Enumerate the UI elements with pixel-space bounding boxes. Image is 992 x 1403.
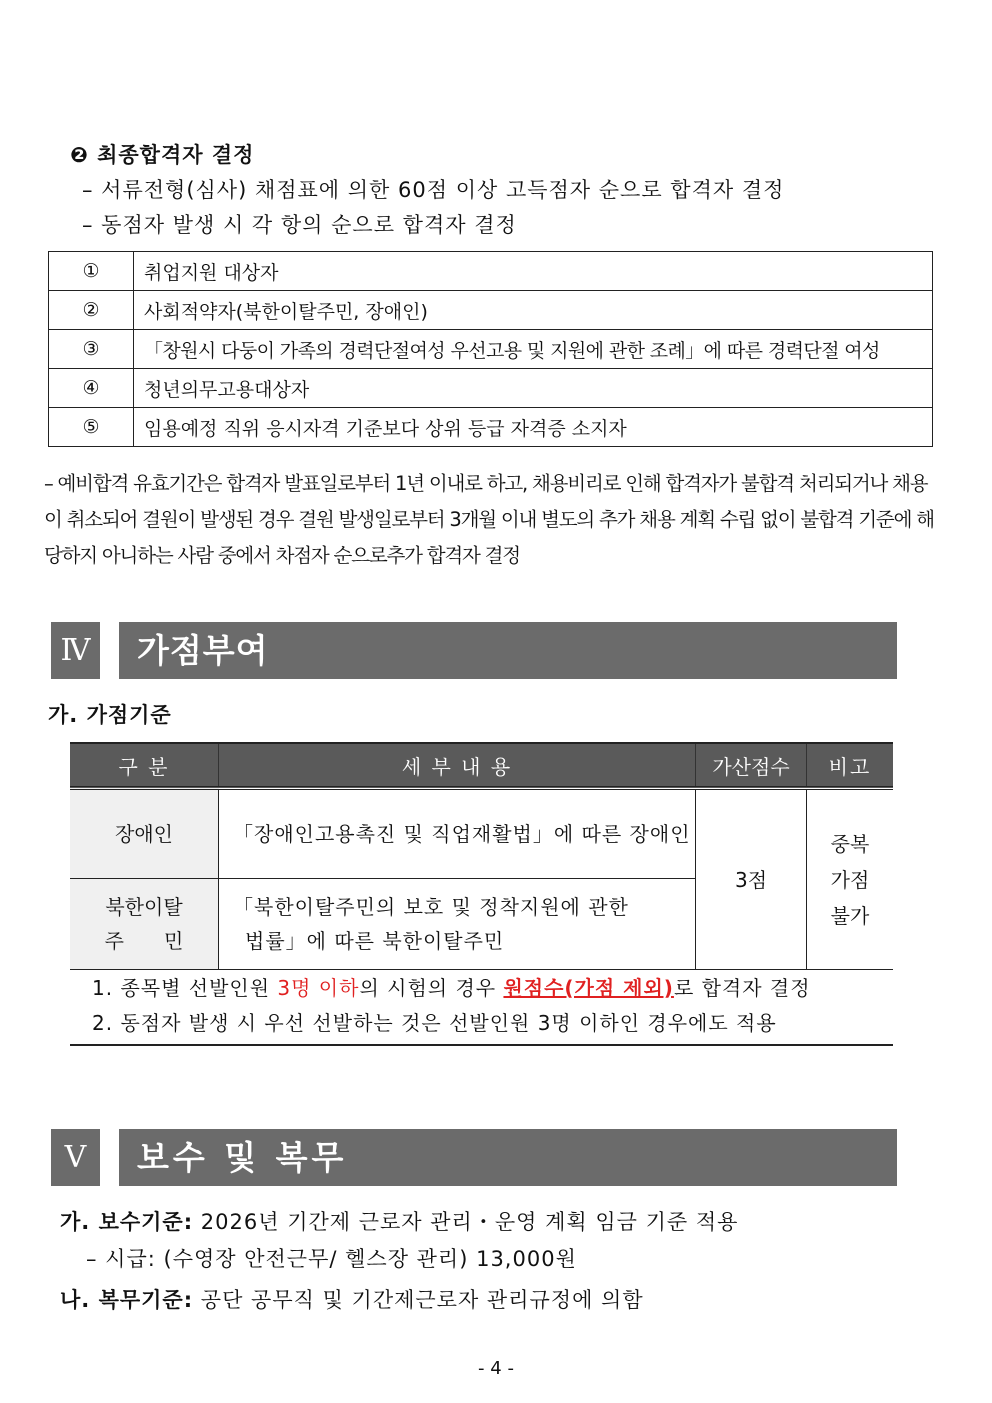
final-pass-bullet-1: – 서류전형(심사) 채점표에 의한 60점 이상 고득점자 순으로 합격자 결정 (82, 178, 785, 202)
priority-text: 「창원시 다둥이 가족의 경력단절여성 우선고용 및 지원에 관한 조례」에 따른 경력단절 여성 (134, 330, 933, 369)
priority-text: 사회적약자(북한이탈주민, 장애인) (134, 291, 933, 330)
table-row (49, 408, 933, 447)
note-line: 중복 (830, 831, 870, 856)
priority-number: ② (49, 291, 134, 330)
section-4-number: Ⅳ (51, 622, 100, 679)
priority-number: ⑤ (49, 408, 134, 447)
bonus-criteria-heading: 가. 가점기준 (48, 703, 172, 727)
note-1-text: 1. 종목별 선발인원 (92, 976, 278, 1000)
note-1-text: 의 시험의 경우 (359, 976, 504, 1000)
bonus-note (807, 788, 894, 970)
note-1-text: 로 합격자 결정 (673, 976, 811, 1000)
duty-standard-text: 공단 공무직 및 기간제근로자 관리규정에 의함 (193, 1288, 644, 1312)
category-disabled: 장애인 (70, 788, 219, 879)
col-header-note: 비고 (807, 743, 894, 788)
duty-standard (60, 1284, 644, 1314)
page-number: - 4 - (478, 1358, 514, 1379)
table-row (49, 369, 933, 408)
pay-standard (60, 1206, 738, 1236)
bonus-note-2: 2. 동점자 발생 시 우선 선발하는 것은 선발인원 3명 이하인 경우에도 적용 (92, 1011, 777, 1035)
priority-text: 취업지원 대상자 (134, 252, 933, 291)
col-header-points: 가산점수 (696, 743, 807, 788)
pay-standard-text: 2026년 기간제 근로자 관리・운영 계획 임금 기준 적용 (193, 1210, 739, 1234)
table-row (70, 788, 893, 879)
section-5-title: 보수 및 복무 (119, 1129, 897, 1186)
pay-standard-label: 가. 보수기준: (60, 1210, 194, 1234)
final-pass-heading: ❷ 최종합격자 결정 (70, 143, 255, 167)
priority-text: 임용예정 직위 응시자격 기준보다 상위 등급 자격증 소지자 (134, 408, 933, 447)
table-row (49, 330, 933, 369)
priority-number: ① (49, 252, 134, 291)
bonus-points: 3점 (696, 788, 807, 970)
table-header-row (70, 743, 893, 788)
table-row (49, 252, 933, 291)
reserve-pass-paragraph: – 예비합격 유효기간은 합격자 발표일로부터 1년 이내로 하고, 채용비리로 인해 합격자가 불합격 처리되거나 채용이 취소되어 결원이 발생된 경우 결원 발생일로부터 3개월 이내 별도의 추가 채용 계획 수립 없이 불합격 기준에 해당하지 아니하는 사람 중에서 차점자 순으로추가 합격자 결정 (44, 472, 934, 567)
priority-number: ③ (49, 330, 134, 369)
note-line: 가점 (830, 867, 870, 892)
tie-priority-table (48, 251, 933, 447)
note-1-highlight: 3명 이하 (277, 976, 360, 1000)
detail-defector (219, 879, 696, 970)
detail-line: 법률」에 따른 북한이탈주민 (245, 929, 505, 953)
detail-line: 「북한이탈주민의 보호 및 정착지원에 관한 (233, 895, 629, 919)
section-4-title: 가점부여 (119, 622, 897, 679)
priority-number: ④ (49, 369, 134, 408)
hourly-wage: – 시급: (수영장 안전근무/ 헬스장 관리) 13,000원 (86, 1247, 577, 1271)
col-header-detail: 세 부 내 용 (219, 743, 696, 788)
duty-standard-label: 나. 복무기준: (60, 1288, 194, 1312)
divider (70, 1044, 893, 1046)
note-line: 불가 (830, 903, 870, 928)
section-5-number: Ⅴ (51, 1129, 100, 1186)
bonus-note-1 (92, 972, 811, 1001)
category-line: 주 민 (104, 929, 184, 953)
category-line: 북한이탈 (105, 895, 183, 919)
col-header-category: 구 분 (70, 743, 219, 788)
category-defector (70, 879, 219, 970)
table-row (49, 291, 933, 330)
bonus-table (70, 742, 893, 970)
note-1-emphasis: 원점수(가점 제외) (503, 976, 674, 1000)
priority-text: 청년의무고용대상자 (134, 369, 933, 408)
detail-disabled: 「장애인고용촉진 및 직업재활법」에 따른 장애인 (219, 788, 696, 879)
final-pass-bullet-2: – 동점자 발생 시 각 항의 순으로 합격자 결정 (82, 213, 517, 237)
